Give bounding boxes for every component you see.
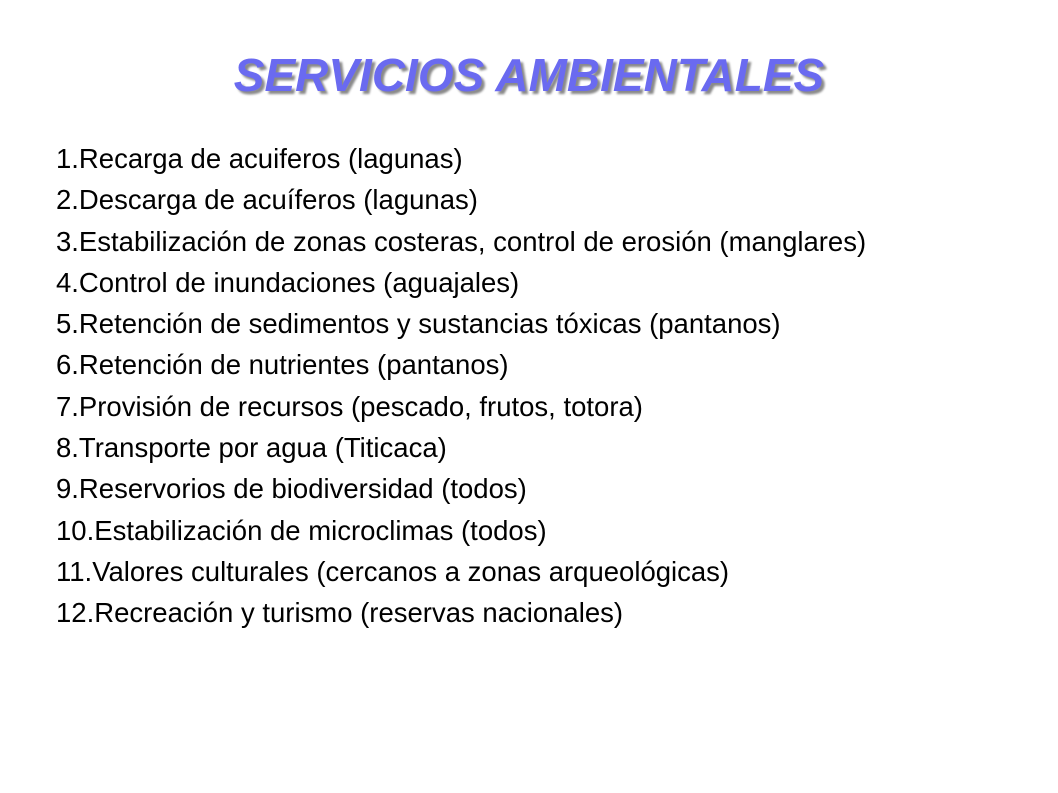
list-item: 3.Estabilización de zonas costeras, control de erosión (manglares) xyxy=(56,225,867,257)
list-item: 7.Provisión de recursos (pescado, frutos, totora) xyxy=(56,390,643,422)
list-item: 1.Recarga de acuiferos (lagunas) xyxy=(56,143,463,174)
list-item: 8.Transporte por agua (Titicaca) xyxy=(56,432,447,464)
services-list xyxy=(56,138,866,634)
slide-title: SERVICIOS AMBIENTALES xyxy=(233,49,825,101)
list-item: 11.Valores culturales (cercanos a zonas arqueológicas) xyxy=(56,555,730,587)
list-item: 10.Estabilización de microclimas (todos) xyxy=(56,514,547,546)
list-item: 4.Control de inundaciones (aguajales) xyxy=(56,266,520,298)
list-item: 2.Descarga de acuíferos (lagunas) xyxy=(56,184,478,216)
list-item: 9.Reservorios de biodiversidad (todos) xyxy=(56,473,527,505)
list-item: 6.Retención de nutrientes (pantanos) xyxy=(56,349,509,381)
list-item: 12.Recreación y turismo (reservas nacionales) xyxy=(56,597,624,629)
list-item: 5.Retención de sedimentos y sustancias tóxicas (pantanos) xyxy=(56,308,781,340)
